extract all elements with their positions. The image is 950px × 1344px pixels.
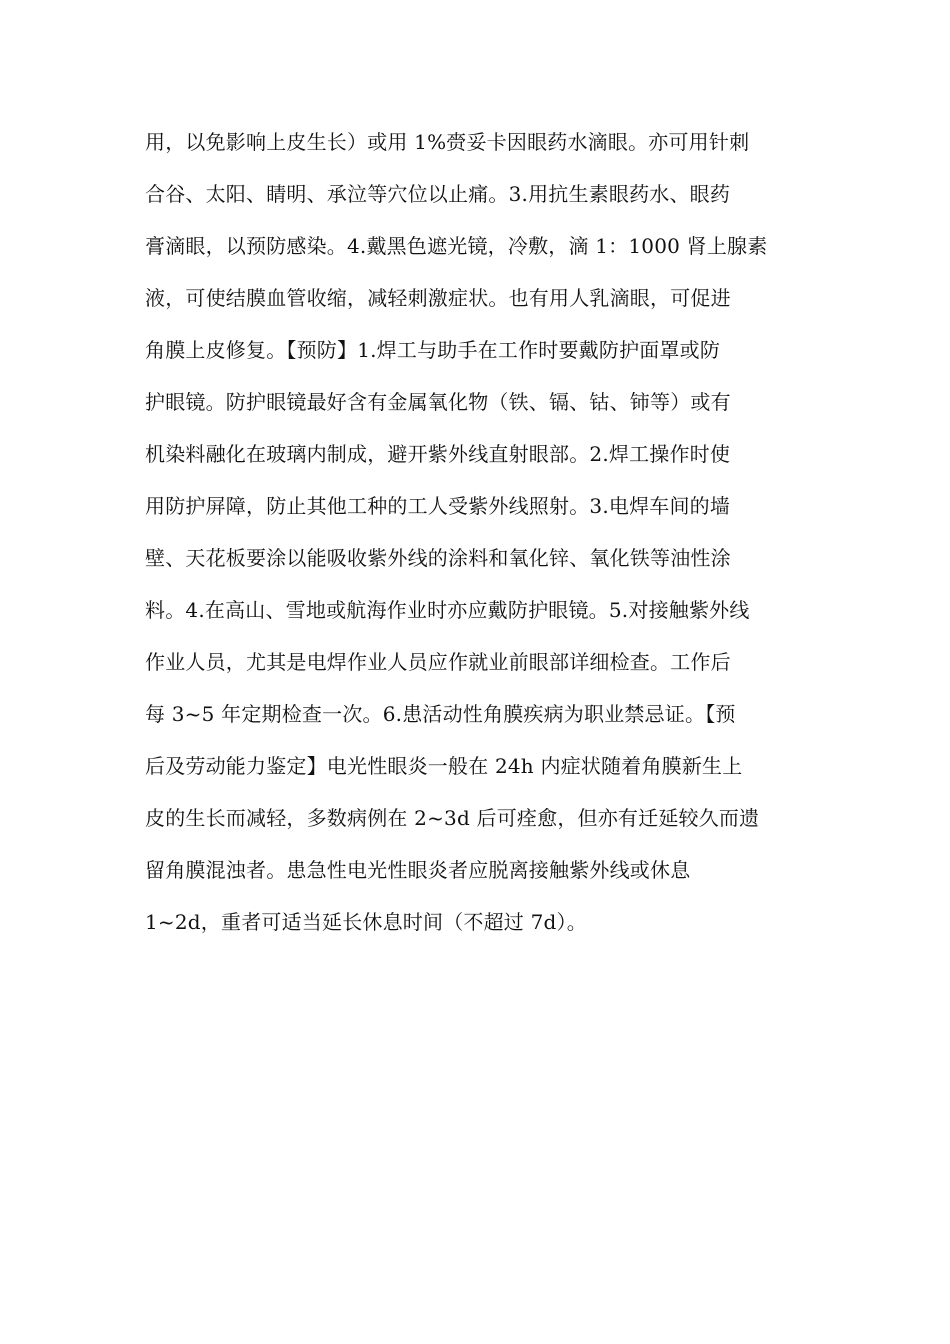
- text-line-4: 液，可使结膜血管收缩，减轻刺激症状。也有用人乳滴眼，可促进: [145, 286, 731, 310]
- text-line-12: 每 3~5 年定期检查一次。6.患活动性角膜疾病为职业禁忌证。【预: [145, 702, 736, 726]
- text-line-8: 用防护屏障，防止其他工种的工人受紫外线照射。3.电焊车间的墙: [145, 494, 731, 518]
- text-line-13: 后及劳动能力鉴定】电光性眼炎一般在 24h 内症状随着角膜新生上: [145, 754, 743, 778]
- text-line-5: 角膜上皮修复。【预防】1.焊工与助手在工作时要戴防护面罩或防: [145, 338, 721, 362]
- text-line-11: 作业人员，尤其是电焊作业人员应作就业前眼部详细检查。工作后: [145, 650, 731, 674]
- text-line-1: 用，以免影响上皮生长）或用 1%赍妥卡因眼药水滴眼。亦可用针刺: [145, 130, 750, 154]
- text-line-10: 料。4.在高山、雪地或航海作业时亦应戴防护眼镜。5.对接触紫外线: [145, 598, 750, 622]
- text-line-3: 膏滴眼，以预防感染。4.戴黑色遮光镜，冷敷，滴 1：1000 肾上腺素: [145, 234, 768, 258]
- text-line-14: 皮的生长而减轻，多数病例在 2~3d 后可痊愈，但亦有迁延较久而遗: [145, 806, 760, 830]
- text-line-15: 留角膜混浊者。患急性电光性眼炎者应脱离接触紫外线或休息: [145, 858, 691, 882]
- text-line-7: 机染料融化在玻璃内制成，避开紫外线直射眼部。2.焊工操作时使: [145, 442, 731, 466]
- text-line-9: 壁、天花板要涂以能吸收紫外线的涂料和氧化锌、氧化铁等油性涂: [145, 546, 731, 570]
- text-line-6: 护眼镜。防护眼镜最好含有金属氧化物（铁、镉、钴、铈等）或有: [145, 390, 731, 414]
- text-line-16: 1~2d，重者可适当延长休息时间（不超过 7d）。: [145, 910, 587, 934]
- text-line-2: 合谷、太阳、睛明、承泣等穴位以止痛。3.用抗生素眼药水、眼药: [145, 182, 731, 206]
- body-text: [145, 116, 825, 948]
